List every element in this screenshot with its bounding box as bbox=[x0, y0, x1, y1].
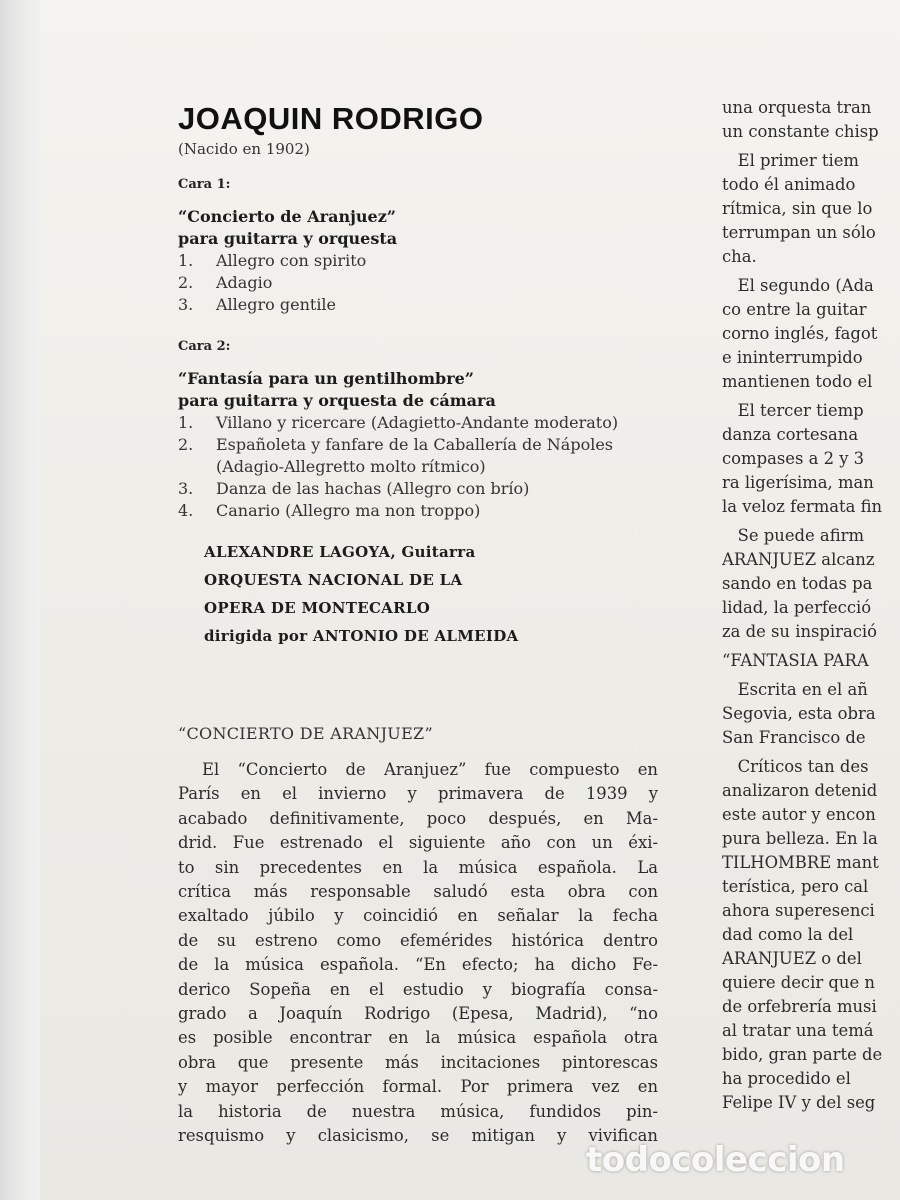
track-title: Españoleta y fanfare de la Caballería de Nápoles bbox=[216, 435, 614, 454]
right-text-line: Segovia, esta obra bbox=[722, 704, 876, 723]
right-text-line: za de su inspiració bbox=[722, 622, 878, 641]
body-line: de su estreno como efemérides histórica dentro bbox=[178, 930, 658, 950]
right-text-line: analizaron detenid bbox=[722, 781, 878, 800]
track-item bbox=[178, 250, 658, 272]
right-text-line: bido, gran parte de bbox=[722, 1045, 883, 1064]
side-2-tracklist bbox=[178, 412, 658, 522]
body-line: El “Concierto de Aranjuez” fue compuesto en bbox=[202, 760, 658, 779]
track-title: Canario (Allegro ma non troppo) bbox=[216, 501, 481, 520]
track-item bbox=[178, 434, 658, 456]
track-item bbox=[178, 294, 658, 316]
right-text-line: El segundo (Ada bbox=[722, 276, 874, 295]
right-text-line: San Francisco de bbox=[722, 728, 866, 747]
performer-line: dirigida por ANTONIO DE ALMEIDA bbox=[204, 627, 519, 645]
side-1-tracklist bbox=[178, 250, 658, 316]
body-line: acabado definitivamente, poco después, en Ma- bbox=[178, 808, 658, 828]
body-line: la historia de nuestra música, fundidos pin- bbox=[178, 1101, 658, 1121]
right-text-line: mantienen todo el bbox=[722, 372, 873, 391]
side-1-work-title: “Concierto de Aranjuez” bbox=[178, 207, 396, 226]
track-item bbox=[178, 478, 658, 500]
right-text-line: este autor y encon bbox=[722, 805, 876, 824]
body-line: drid. Fue estrenado el siguiente año con un éxi- bbox=[178, 833, 658, 853]
right-text-line: rítmica, sin que lo bbox=[722, 199, 873, 218]
right-text-line: ra ligerísima, man bbox=[722, 473, 874, 492]
right-text-line: pura belleza. En la bbox=[722, 829, 878, 848]
body-line: to sin precedentes en la música española. La bbox=[178, 857, 658, 877]
right-text-line: El tercer tiemp bbox=[722, 401, 864, 420]
performer-line: OPERA DE MONTECARLO bbox=[204, 599, 431, 617]
body-line: crítica más responsable saludó esta obra con bbox=[178, 882, 658, 902]
right-text-line: la veloz fermata fin bbox=[722, 497, 883, 516]
right-text-line: ahora superesenci bbox=[722, 901, 875, 920]
section-heading: “CONCIERTO DE ARANJUEZ” bbox=[178, 724, 433, 743]
body-line: exaltado júbilo y coincidió en señalar la fecha bbox=[178, 906, 658, 926]
performer-line: ALEXANDRE LAGOYA, Guitarra bbox=[204, 543, 476, 561]
right-text-line: El primer tiem bbox=[722, 151, 859, 170]
side-2-work-title: “Fantasía para un gentilhombre” bbox=[178, 369, 475, 388]
composer-birth: (Nacido en 1902) bbox=[178, 140, 310, 158]
side-1-work-subtitle: para guitarra y orquesta bbox=[178, 229, 398, 248]
right-text-line: e ininterrumpido bbox=[722, 348, 863, 367]
body-line: de la música española. “En efecto; ha dicho Fe- bbox=[178, 955, 658, 975]
right-text-line: quiere decir que n bbox=[722, 973, 875, 992]
track-number: 2. bbox=[178, 435, 194, 454]
right-text-line: al tratar una temá bbox=[722, 1021, 874, 1040]
left-column bbox=[178, 100, 658, 1149]
right-text-line: todo él animado bbox=[722, 175, 856, 194]
track-number: 2. bbox=[178, 273, 194, 292]
track-number: 1. bbox=[178, 251, 194, 270]
right-text-line: un constante chisp bbox=[722, 122, 879, 141]
body-line: obra que presente más incitaciones pintorescas bbox=[178, 1052, 658, 1072]
right-text-line: compases a 2 y 3 bbox=[722, 449, 865, 468]
track-number: 4. bbox=[178, 501, 194, 520]
right-text-line: dad como la del bbox=[722, 925, 854, 944]
track-number: 3. bbox=[178, 295, 194, 314]
side-2-work-subtitle: para guitarra y orquesta de cámara bbox=[178, 391, 496, 410]
right-text-line: ARANJUEZ o del bbox=[722, 949, 862, 968]
right-text-line: TILHOMBRE mant bbox=[722, 853, 879, 872]
right-text-line: cha. bbox=[722, 247, 757, 266]
track-number: 1. bbox=[178, 413, 194, 432]
side-2-label: Cara 2: bbox=[178, 339, 231, 354]
track-title: Danza de las hachas (Allegro con brío) bbox=[216, 479, 530, 498]
track-item bbox=[178, 500, 658, 522]
track-title: Adagio bbox=[216, 273, 273, 292]
body-line: y mayor perfección formal. Por primera vez en bbox=[178, 1077, 658, 1097]
track-item-continuation bbox=[178, 456, 658, 478]
right-text-line: ARANJUEZ alcanz bbox=[722, 550, 875, 569]
track-item bbox=[178, 272, 658, 294]
right-text-line: terística, pero cal bbox=[722, 877, 869, 896]
body-line: es posible encontrar en la música española otra bbox=[178, 1028, 658, 1048]
right-text-line: Críticos tan des bbox=[722, 757, 869, 776]
body-line: resquismo y clasicismo, se mitigan y vivifican bbox=[178, 1126, 658, 1146]
right-text-line: de orfebrería musi bbox=[722, 997, 877, 1016]
right-text-line: terrumpan un sólo bbox=[722, 223, 876, 242]
body-line: París en el invierno y primavera de 1939 y bbox=[178, 784, 658, 804]
track-tempo: (Adagio-Allegretto molto rítmico) bbox=[216, 457, 486, 476]
track-number: 3. bbox=[178, 479, 194, 498]
composer-title: JOAQUIN RODRIGO bbox=[178, 101, 484, 136]
right-text-line: ha procedido el bbox=[722, 1069, 851, 1088]
right-text-line: danza cortesana bbox=[722, 425, 859, 444]
performers-credits bbox=[204, 538, 658, 650]
track-item bbox=[178, 412, 658, 434]
right-text-line: lidad, la perfecció bbox=[722, 598, 872, 617]
track-title: Allegro gentile bbox=[216, 295, 337, 314]
right-text-line: corno inglés, fagot bbox=[722, 324, 878, 343]
body-line: derico Sopeña en el estudio y biografía consa- bbox=[178, 979, 658, 999]
right-text-line: Se puede afirm bbox=[722, 526, 865, 545]
right-column bbox=[722, 96, 900, 1115]
side-1-label: Cara 1: bbox=[178, 177, 231, 192]
body-paragraph bbox=[178, 758, 658, 1149]
right-text-line: una orquesta tran bbox=[722, 98, 872, 117]
track-title: Villano y ricercare (Adagietto-Andante moderato) bbox=[216, 413, 619, 432]
track-title: Allegro con spirito bbox=[216, 251, 367, 270]
background-edge bbox=[0, 0, 40, 1200]
body-line: grado a Joaquín Rodrigo (Epesa, Madrid), “no bbox=[178, 1004, 658, 1024]
watermark-logo: todocoleccion bbox=[586, 1140, 845, 1180]
right-text-line: “FANTASIA PARA bbox=[722, 651, 869, 670]
right-text-line: co entre la guitar bbox=[722, 300, 867, 319]
right-text-line: sando en todas pa bbox=[722, 574, 873, 593]
performer-line: ORQUESTA NACIONAL DE LA bbox=[204, 571, 463, 589]
right-text-line: Felipe IV y del seg bbox=[722, 1093, 876, 1112]
right-text-line: Escrita en el añ bbox=[722, 680, 868, 699]
